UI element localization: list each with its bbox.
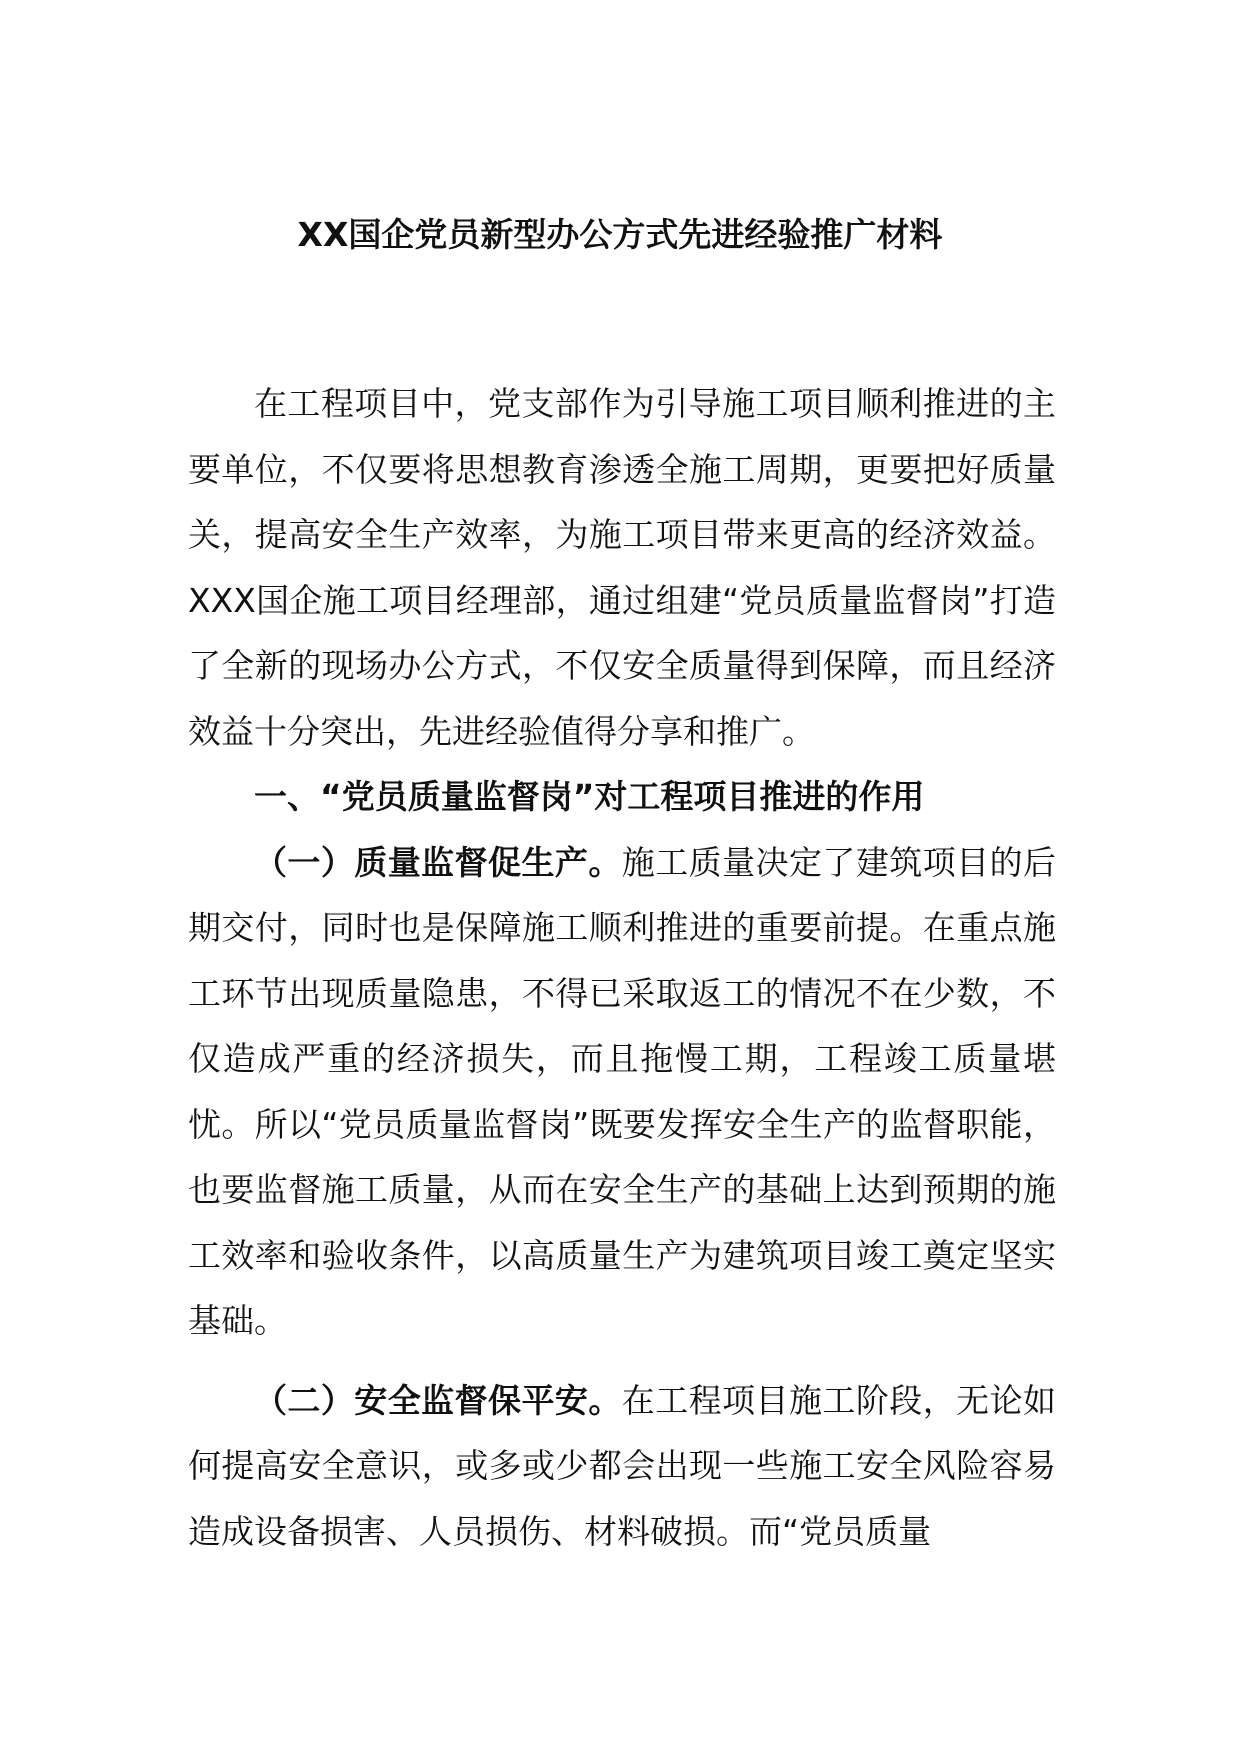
section-1-item-1-paragraph	[188, 830, 1056, 1354]
document-body	[188, 371, 1056, 1564]
section-1-item-2-text: 在工程项目施工阶段，无论如何提高安全意识，或多或少都会出现一些施工安全风险容易造成设备损害、人员损伤、材料破损。而“党员质量	[188, 1380, 1057, 1551]
intro-paragraph: 在工程项目中，党支部作为引导施工项目顺利推进的主要单位，不仅要将思想教育渗透全施工周期，更要把好质量关，提高安全生产效率，为施工项目带来更高的经济效益。XXX国企施工项目经理部，通过组建“党员质量监督岗”打造了全新的现场办公方式，不仅安全质量得到保障，而且经济效益十分突出，先进经验值得分享和推广。	[188, 384, 1056, 751]
section-1-item-1-text: 施工质量决定了建筑项目的后期交付，同时也是保障施工顺利推进的重要前提。在重点施工环节出现质量隐患，不得已采取返工的情况不在少数，不仅造成严重的经济损失，而且拖慢工期，工程竣工质量堪忧。所以“党员质量监督岗”既要发挥安全生产的监督职能，也要监督施工质量，从而在安全生产的基础上达到预期的施工效率和验收条件，以高质量生产为建筑项目竣工奠定坚实基础。	[188, 842, 1057, 1340]
section-1-item-1-lead: （一）质量监督促生产。	[254, 842, 622, 882]
section-1-heading: 一、“党员质量监督岗”对工程项目推进的作用	[254, 777, 925, 816]
section-1-item-2-paragraph	[188, 1368, 1056, 1565]
document-title: XX国企党员新型办公方式先进经验推广材料	[297, 215, 943, 254]
section-1-item-2-lead: （二）安全监督保平安。	[254, 1380, 622, 1420]
